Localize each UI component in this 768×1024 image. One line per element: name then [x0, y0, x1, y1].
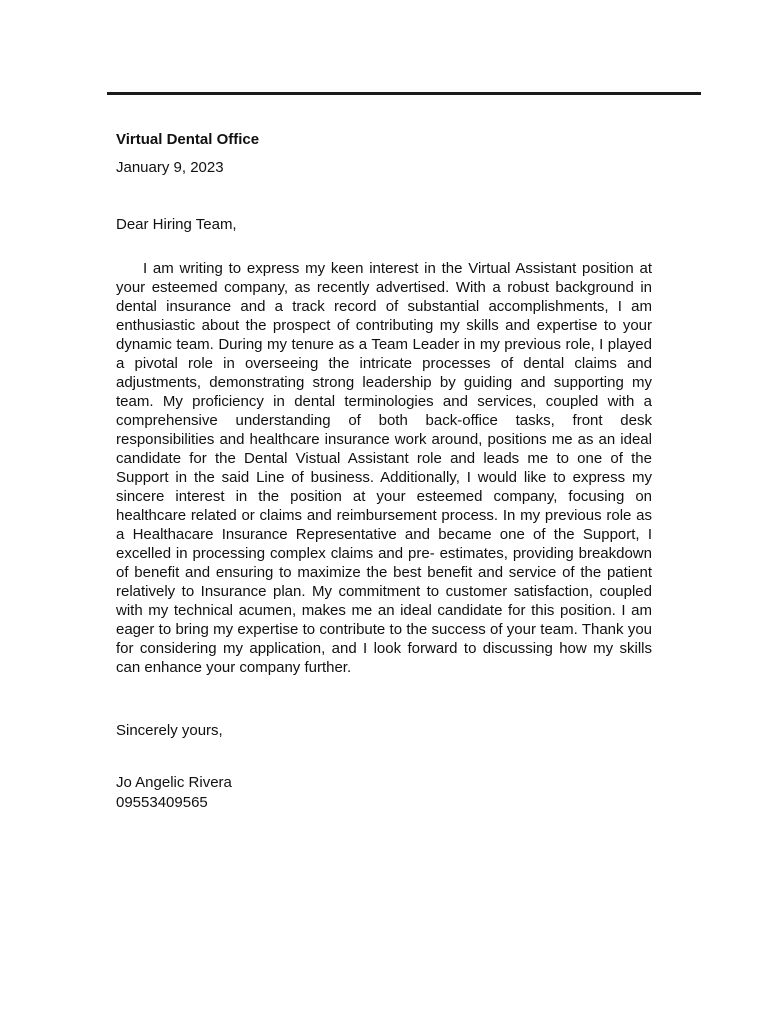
letter-date: January 9, 2023	[116, 159, 224, 176]
signer-phone: 09553409565	[116, 794, 208, 811]
letter-body: I am writing to express my keen interest in the Virtual Assistant position at your esteemed company, as recently advertised. With a robust background in dental insurance and a track record of substantial accomplishments, I am enthusiastic about the prospect of contributing my skills and expertise to your dynamic team. During my tenure as a Team Leader in my previous role, I played a pivotal role in overseeing the intricate processes of dental claims and adjustments, demonstrating strong leadership by guiding and supporting my team. My proficiency in dental terminologies and services, coupled with a comprehensive understanding of both back-office tasks, front desk responsibilities and healthcare insurance work around, positions me as an ideal candidate for the Dental Vistual Assistant role and leads me to one of the Support in the said Line of business. Additionally, I would like to express my sincere interest in the position at your esteemed company, focusing on healthcare related or claims and reimbursement process. In my previous role as a Healthacare Insurance Representative and became one of the Support, I excelled in processing complex claims and pre- estimates, providing breakdown of benefit and ensuring to maximize the best benefit and service of the patient relatively to Insurance plan. My commitment to customer satisfaction, coupled with my technical acumen, makes me an ideal candidate for this position. I am eager to bring my expertise to contribute to the success of your team. Thank you for considering my application, and I look forward to discussing how my skills can enhance your company further.	[116, 260, 652, 676]
company-name: Virtual Dental Office	[116, 131, 260, 148]
closing: Sincerely yours,	[116, 722, 223, 739]
signer-name: Jo Angelic Rivera	[116, 774, 232, 791]
salutation: Dear Hiring Team,	[116, 216, 237, 233]
cover-letter	[116, 130, 652, 812]
header-divider	[107, 92, 701, 95]
